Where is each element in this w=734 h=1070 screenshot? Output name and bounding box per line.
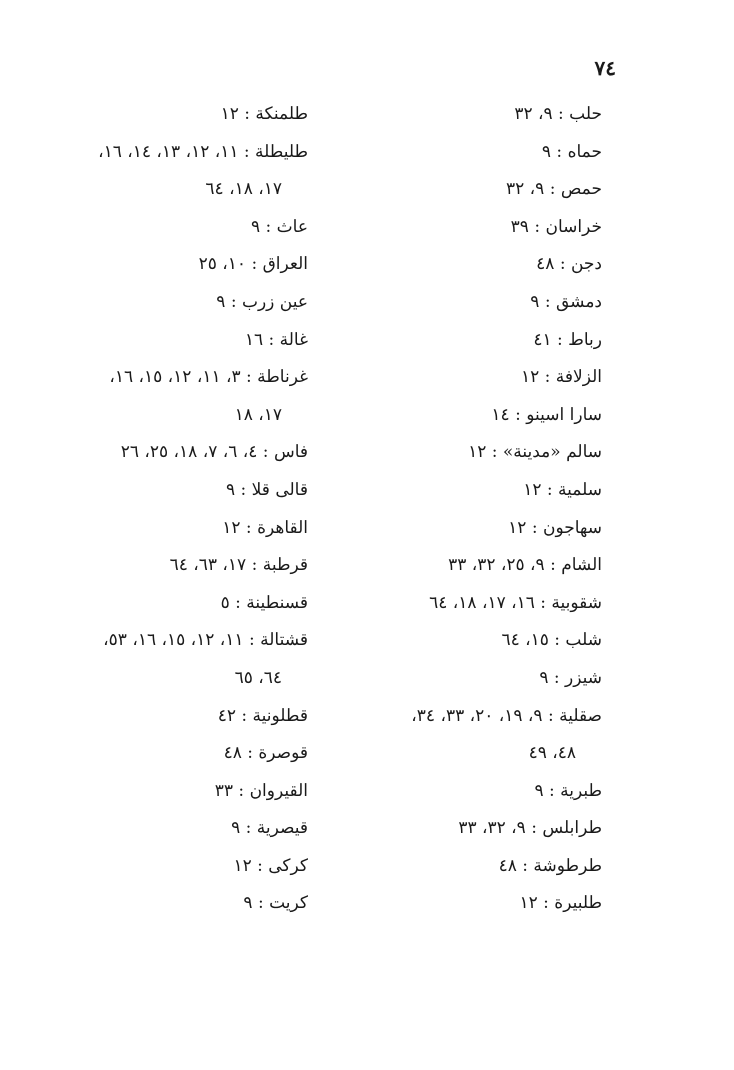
index-entry: حلب : ٩، ٣٢ <box>514 104 602 124</box>
index-entry: الشام : ٩، ٢٥، ٣٢، ٣٣ <box>448 555 602 576</box>
index-entry: القيروان : ٣٣ <box>214 780 308 801</box>
page-number: ٧٤ <box>594 56 616 80</box>
index-entry: طليطلة : ١١، ١٢، ١٣، ١٤، ١٦، <box>98 141 308 162</box>
index-entry: سلمية : ١٢ <box>523 479 602 500</box>
index-entry: العراق : ١٠، ٢٥ <box>198 254 308 275</box>
index-entry-continuation: ١٧، ١٨ <box>234 404 282 425</box>
index-entry: غالة : ١٦ <box>244 329 308 350</box>
index-entry: عين زرب : ٩ <box>216 291 308 312</box>
index-entry: دجن : ٤٨ <box>536 254 602 275</box>
index-entry-continuation: ٦٤، ٦٥ <box>234 667 282 688</box>
index-entry: طرطوشة : ٤٨ <box>498 855 602 876</box>
index-entry: قوصرة : ٤٨ <box>223 743 308 764</box>
index-entry: طلبيرة : ١٢ <box>519 893 602 914</box>
index-entry: غرناطة : ٣، ١١، ١٢، ١٥، ١٦، <box>109 367 308 388</box>
index-entry: كركى : ١٢ <box>233 855 308 876</box>
index-entry: سالم «مدينة» : ١٢ <box>468 442 602 463</box>
index-entry: حماه : ٩ <box>541 141 602 162</box>
index-entry: سهاجون : ١٢ <box>508 517 602 538</box>
index-entry: طرابلس : ٩، ٣٢، ٣٣ <box>458 818 602 839</box>
index-entry: فاس : ٤، ٦، ٧، ١٨، ٢٥، ٢٦ <box>120 442 308 463</box>
index-entry: قيصرية : ٩ <box>231 818 308 839</box>
index-entry: قرطبة : ١٧، ٦٣، ٦٤ <box>169 555 308 576</box>
index-entry: قطلونية : ٤٢ <box>217 705 308 726</box>
index-entry: عاث : ٩ <box>250 216 308 237</box>
index-entry: سارا اسينو : ١٤ <box>491 404 602 425</box>
index-entry: الزلافة : ١٢ <box>520 367 602 388</box>
index-entry: طبرية : ٩ <box>534 780 602 801</box>
index-entry: دمشق : ٩ <box>530 291 602 312</box>
index-entry: قشتالة : ١١، ١٢، ١٥، ١٦، ٥٣، <box>103 630 308 651</box>
index-entry: قسنطينة : ٥ <box>220 592 308 613</box>
index-entry: شيزر : ٩ <box>539 667 602 688</box>
index-entry: حمص : ٩، ٣٢ <box>506 179 602 200</box>
index-entry: شلب : ١٥، ٦٤ <box>501 630 602 651</box>
index-entry: رباط : ٤١ <box>533 329 602 350</box>
index-entry: قالى قلا : ٩ <box>225 479 308 500</box>
index-entry: شقوبية : ١٦، ١٧، ١٨، ٦٤ <box>429 592 602 613</box>
index-entry: القاهرة : ١٢ <box>222 517 308 538</box>
index-entry: طلمنكة : ١٢ <box>220 104 308 124</box>
index-entry-continuation: ١٧، ١٨، ٦٤ <box>205 179 282 200</box>
index-entry-continuation: ٤٨، ٤٩ <box>528 743 576 764</box>
index-column-right <box>330 96 602 923</box>
index-entry: صقلية : ٩، ١٩، ٢٠، ٣٣، ٣٤، <box>411 705 602 726</box>
index-entry: كريت : ٩ <box>243 893 308 914</box>
index-column-left <box>20 96 308 923</box>
index-entry: خراسان : ٣٩ <box>510 216 602 237</box>
